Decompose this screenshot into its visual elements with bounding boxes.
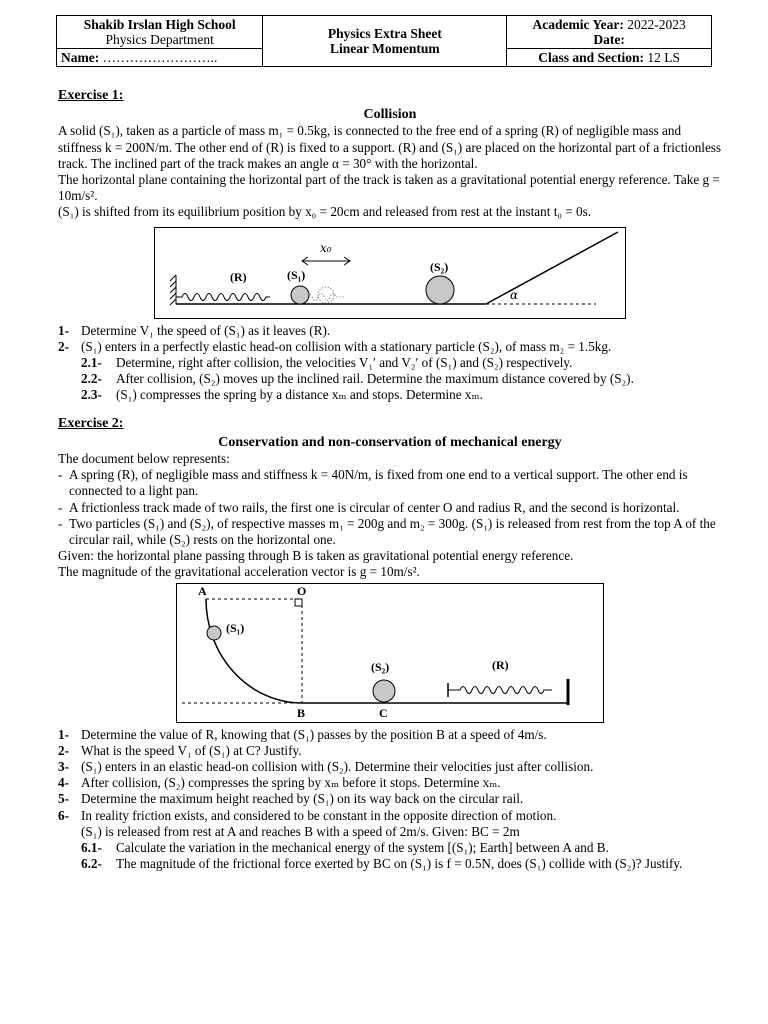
- page-content: [58, 88, 722, 873]
- exercise-2-question: 3- (S₁) enters in an elastic head-on collision with (S₂). Determine their velocities just after collision.: [58, 759, 594, 775]
- year-date-cell: [507, 16, 712, 49]
- exercise-1-paragraph-2: The horizontal plane containing the horizontal part of the track is taken as a gravitational potential energy reference. Take g = 10m/s².: [58, 172, 720, 204]
- exercise-1-subquestion: 2.2- After collision, (S₂) moves up the inclined rail. Determine the maximum distance covered by (S₂).: [81, 371, 634, 387]
- exercise-1-subquestion: 2.1- Determine, right after collision, the velocities V₁′ and V₂′ of (S₁) and (S₂) respectively.: [81, 355, 573, 371]
- name-dots: ……………………..: [102, 50, 218, 65]
- spring-dotted-extension: [306, 293, 344, 300]
- exercise-2-intro: The document below represents:: [58, 451, 230, 467]
- x0-label: x₀: [320, 240, 332, 255]
- sheet-topic: Linear Momentum: [330, 41, 440, 56]
- year-label: Academic Year:: [532, 17, 624, 32]
- year-value: 2022-2023: [627, 17, 686, 32]
- exercise-1-questions: [58, 323, 722, 404]
- exercise-2-heading: Conservation and non-conservation of mechanical energy: [218, 434, 562, 450]
- exercise-2-title: Exercise 2:: [58, 415, 124, 431]
- exercise-1-heading: Collision: [363, 107, 417, 123]
- date-label: Date:: [593, 32, 625, 47]
- department-name: Physics Department: [105, 32, 214, 47]
- exercise-2-question: 4- After collision, (S₂) compresses the spring by xₘ before it stops. Determine xₘ.: [58, 775, 501, 791]
- exercise-1-paragraph-3: (S₁) is shifted from its equilibrium position by x₀ = 20cm and released from rest at the instant t₀ = 0s.: [58, 204, 592, 220]
- spring-label-2: (R): [492, 657, 509, 672]
- exercise-2-q6-continuation: (S₁) is released from rest at A and reaches B with a speed of 2m/s. Given: BC = 2m: [81, 823, 520, 839]
- class-label: Class and Section:: [538, 50, 644, 65]
- s2-ball-horizontal: [373, 680, 395, 702]
- wall-support: [170, 275, 176, 305]
- exercise-2-list-item: - Two particles (S₁) and (S₂), of respective masses m₁ = 200g and m₂ = 300g. (S₁) is released from rest from the top A of the circular rail, while (S₂) rests on the horizontal one.: [58, 515, 716, 548]
- inclined-track: [486, 232, 618, 304]
- s1-label-2: (S₁): [226, 620, 245, 635]
- spring-coil: [176, 293, 270, 300]
- exercise-1-paragraph-1: A solid (S₁), taken as a particle of mass m₁ = 0.5kg, is connected to the free end of a spring (R) of negligible mass and stiffness k = 200N/m. The other end of (R) is fixed to a support. (R) and (S₁) are placed on the horizontal part of a frictionless track. The inclined part of the track makes an angle α = 30° with the horizontal.: [58, 123, 722, 171]
- exercise-2-question: 1- Determine the value of R, knowing that (S₁) passes by the position B at a speed of 4m/s.: [58, 726, 547, 742]
- exercise-2-list-item: - A frictionless track made of two rails, the first one is circular of center O and radius R, and the second is horizontal.: [58, 499, 680, 515]
- exercise-2-given-2: The magnitude of the gravitational acceleration vector is g = 10m/s².: [58, 564, 420, 580]
- exercise-2-subquestion: 6.2- The magnitude of the frictional force exerted by BC on (S₁) is f = 0.5N, does (S₁) collide with (S₂)? Justify.: [81, 856, 683, 872]
- school-name: Shakib Irslan High School: [83, 17, 236, 32]
- exercise-1-title: Exercise 1:: [58, 88, 124, 103]
- s2-ball: [426, 276, 454, 304]
- sheet-title: Physics Extra Sheet: [327, 26, 442, 41]
- point-a-label: A: [198, 583, 207, 598]
- school-cell: [57, 16, 263, 49]
- header-table: [56, 15, 712, 67]
- exercise-1-question: 2- (S₁) enters in a perfectly elastic head-on collision with a stationary particle (S₂), of mass m₂ = 1.5kg.: [58, 338, 612, 354]
- sheet-title-cell: [263, 16, 507, 67]
- collision-diagram: [154, 227, 626, 319]
- s1-ball: [291, 286, 309, 304]
- exercise-2-given-1: Given: the horizontal plane passing through B is taken as gravitational potential energy reference.: [58, 548, 574, 564]
- exercise-2-list-item: - A spring (R), of negligible mass and stiffness k = 40N/m, is fixed from one end to a vertical support. The other end is connected to a light pan.: [58, 467, 688, 499]
- point-c-label: C: [379, 705, 388, 720]
- point-b-label: B: [297, 705, 306, 720]
- exercise-2-question: 2- What is the speed V₁ of (S₁) at C? Justify.: [58, 742, 302, 758]
- alpha-label: α: [510, 287, 519, 302]
- s1-ghost-position: [318, 287, 334, 303]
- s1-label: (S₁): [287, 267, 306, 282]
- spring-coil-2: [448, 686, 552, 693]
- spring-label: (R): [230, 269, 247, 284]
- exercise-1-question: 1- Determine V₁ the speed of (S₁) as it leaves (R).: [58, 322, 331, 338]
- exercise-1-subquestion: 2.3- (S₁) compresses the spring by a distance xₘ and stops. Determine xₘ.: [81, 387, 483, 403]
- class-value: 12 LS: [647, 50, 681, 65]
- point-o-label: O: [297, 583, 307, 598]
- exercise-2-subquestion: 6.1- Calculate the variation in the mechanical energy of the system [(S₁); Earth] between A and B.: [81, 840, 609, 856]
- s2-label: (S₂): [430, 259, 449, 274]
- exercise-2-questions: [58, 727, 722, 873]
- right-angle-mark: [295, 599, 302, 606]
- name-label: Name:: [61, 50, 100, 65]
- s2-label-2: (S₂): [371, 659, 390, 674]
- circular-rail: [206, 599, 302, 703]
- exercise-2-question: 5- Determine the maximum height reached by (S₁) on its way back on the circular rail.: [58, 791, 524, 807]
- class-cell: [507, 49, 712, 67]
- exercise-2-question: 6- In reality friction exists, and considered to be constant in the opposite direction of motion.: [58, 807, 557, 823]
- name-cell: [57, 49, 263, 67]
- energy-diagram: [176, 583, 604, 723]
- x0-arrow: [302, 257, 350, 265]
- s1-ball-circular: [207, 626, 221, 640]
